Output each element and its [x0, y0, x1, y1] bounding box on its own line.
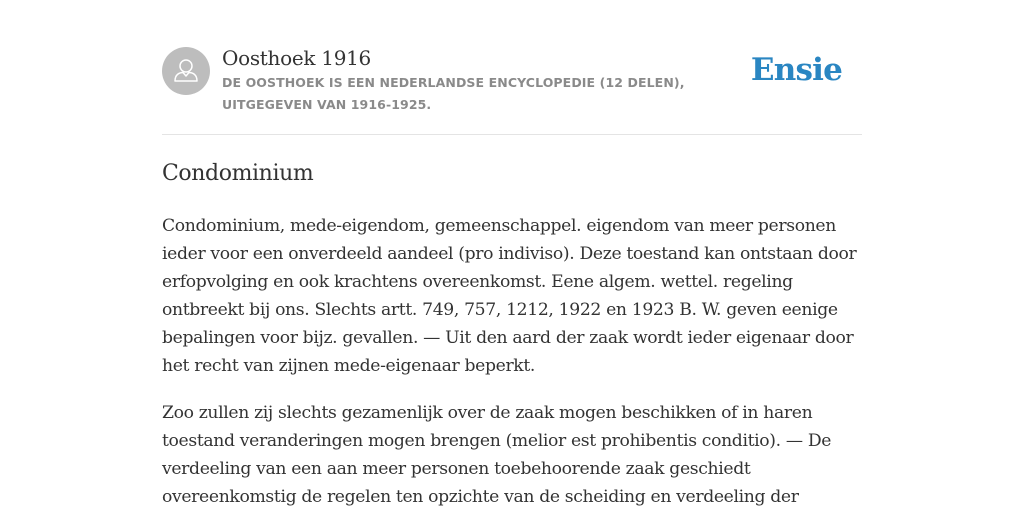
source-header: [162, 0, 862, 135]
content-container: [162, 0, 862, 507]
ensie-logo[interactable]: Ensie: [750, 52, 842, 88]
article-paragraph: Zoo zullen zij slechts gezamenlijk over de zaak mogen beschikken of in haren toestand veranderingen mogen brengen (melior est prohibentis conditio). — De verdeeling van een aan meer personen toebehoorende zaak geschiedt overeenkomstig de regelen ten opzichte van de scheiding en verdeeling der: [162, 403, 832, 507]
source-description: DE OOSTHOEK IS EEN NEDERLANDSE ENCYCLOPEDIE (12 DELEN), UITGEGEVEN VAN 1916-1925.: [222, 75, 685, 112]
avatar[interactable]: [162, 47, 210, 95]
article-title: Condominium: [162, 161, 314, 186]
article-body: [162, 212, 872, 512]
user-icon: [162, 47, 210, 95]
source-title[interactable]: Oosthoek 1916: [222, 46, 371, 70]
article-paragraph: Condominium, mede-eigendom, gemeenschappel. eigendom van meer personen ieder voor een onverdeeld aandeel (pro indiviso). Deze toestand kan ontstaan door erfopvolging en ook krachtens overeenkomst. Eene algem. wettel. regeling ontbreekt bij ons. Slechts artt. 749, 757, 1212, 1922 en 1923 B. W. geven eenige bepalingen voor bijz. gevallen. — Uit den aard der zaak wordt ieder eigenaar door het recht van zijnen mede-eigenaar beperkt.: [162, 216, 857, 376]
